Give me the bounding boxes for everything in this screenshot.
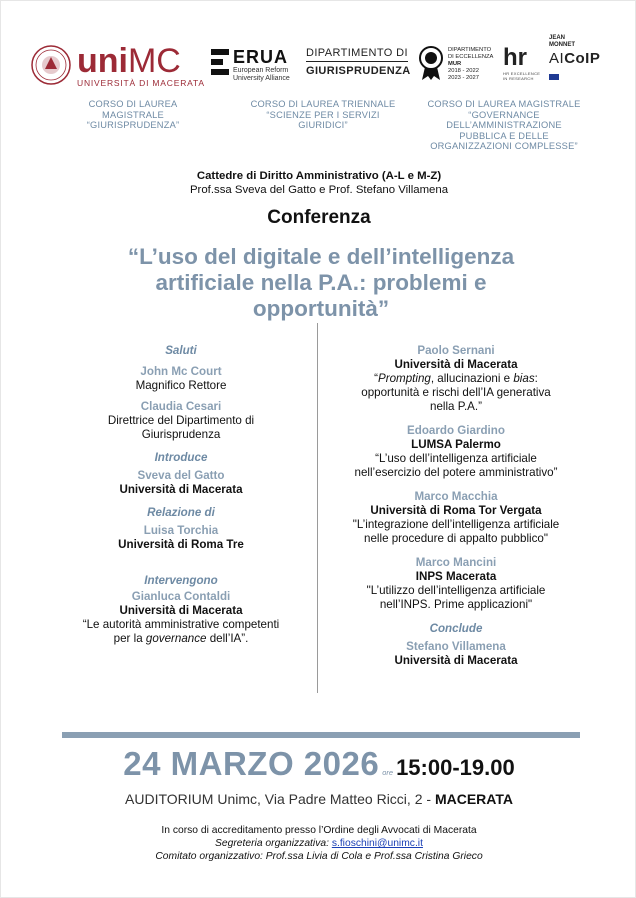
course-line: CORSO DI LAUREA MAGISTRALE — [427, 99, 581, 109]
talk-title: nelle procedure di appalto pubblico" — [364, 532, 548, 545]
conference-label: Conferenza — [267, 207, 371, 228]
eu-flag-icon — [549, 74, 559, 80]
excellence-logo — [418, 43, 498, 101]
section-conclude: Conclude — [429, 622, 483, 635]
event-date: 24 MARZO 2026 — [123, 745, 380, 782]
speaker-affiliation: Università di Roma Tre — [118, 538, 244, 551]
excellence-line: MUR — [448, 61, 462, 67]
speaker-name: Marco Mancini — [415, 556, 497, 569]
talk-title-part: governance — [145, 632, 207, 645]
chairs-block — [1, 169, 636, 197]
excellence-line: DIPARTIMENTO — [448, 47, 492, 53]
speaker-name: Claudia Cesari — [140, 400, 222, 413]
aicoip-a: AI — [549, 50, 565, 67]
course-line: MAGISTRALE — [102, 109, 164, 120]
unimc-logo-mc: MC — [127, 42, 181, 80]
hr-excellence-logo — [503, 45, 543, 103]
course-line: CORSO DI LAUREA TRIENNALE — [250, 99, 396, 109]
venue-city: MACERATA — [434, 791, 513, 807]
event-time: 15:00-19.00 — [396, 755, 515, 780]
talk-title-part: “ — [374, 372, 378, 385]
footer-info — [1, 824, 636, 863]
section-introduce: Introduce — [154, 451, 208, 464]
speaker-affiliation: Università di Macerata — [119, 604, 243, 617]
secretariat-line — [1, 837, 636, 850]
speaker-affiliation: INPS Macerata — [415, 570, 497, 583]
accreditation-note: In corso di accreditamento presso l’Ordine degli Avvocati di Macerata — [161, 825, 477, 836]
talk-title — [331, 372, 581, 386]
chairs-title: Cattedre di Diritto Amministrativo (A-L e M-Z) — [196, 170, 442, 182]
ribbon-badge-icon — [418, 45, 444, 81]
organizing-committee: Comitato organizzativo: Prof.ssa Livia di Cola e Prof.ssa Cristina Grieco — [155, 851, 483, 862]
talk-title-part: : — [534, 372, 538, 385]
event-date-time — [1, 745, 636, 783]
course-line: ORGANIZZAZIONI COMPLESSE” — [430, 141, 578, 151]
title-line: artificiale nella P.A.: problemi e — [155, 270, 487, 295]
talk-title — [61, 632, 301, 646]
unimc-logo-subtitle: UNIVERSITÀ DI MACERATA — [77, 78, 205, 88]
talk-title: nella P.A.” — [430, 400, 482, 413]
course-governance — [409, 99, 599, 152]
speaker-name: Luisa Torchia — [143, 524, 219, 537]
speaker-affiliation: Università di Macerata — [394, 654, 518, 667]
talk-title: nell’INPS. Prime applicazioni" — [379, 598, 533, 611]
speaker-name: Paolo Sernani — [417, 344, 495, 357]
date-separator-bar — [62, 732, 580, 738]
speaker-role: Giurisprudenza — [141, 428, 221, 441]
talk-title-part: Prompting — [378, 372, 431, 385]
talk-title: nell’esercizio del potere amministrativo” — [354, 466, 558, 479]
talk-title-part: , allucinazioni e — [430, 372, 514, 385]
speaker-name: Stefano Villamena — [406, 640, 506, 653]
excellence-line: DI ECCELLENZA — [448, 54, 494, 60]
speaker-affiliation: Università di Macerata — [394, 358, 518, 371]
event-venue — [1, 791, 636, 807]
dipartimento-logo — [306, 47, 416, 105]
erua-mark-icon — [211, 49, 229, 75]
event-ore-label: ore — [382, 768, 394, 777]
section-relazione: Relazione di — [147, 506, 215, 519]
unimc-logo — [77, 42, 227, 103]
speaker-name: Edoardo Giardino — [407, 424, 505, 437]
title-line: “L’uso del digitale e dell’intelligenza — [127, 244, 515, 269]
course-line: GIURIDICI” — [298, 120, 348, 130]
left-column — [61, 344, 301, 646]
excellence-text — [448, 47, 500, 82]
jean-monnet-logo — [549, 35, 615, 93]
unimc-logo-uni: uni — [77, 42, 128, 80]
conference-title — [61, 244, 581, 322]
section-saluti: Saluti — [165, 344, 197, 357]
course-line: PUBBLICA E DELLE — [459, 130, 549, 141]
talk-title: “L’uso dell’intelligenza artificiale — [375, 452, 537, 465]
erua-subtitle: European Reform University Alliance — [233, 67, 290, 82]
speaker-role: Magnifico Rettore — [135, 379, 227, 392]
speaker-name: Gianluca Contaldi — [131, 590, 231, 603]
right-column — [331, 344, 581, 668]
dipartimento-line1: DIPARTIMENTO DI — [306, 47, 408, 59]
chairs-professors: Prof.ssa Sveva del Gatto e Prof. Stefano Villamena — [189, 184, 449, 196]
excellence-line: 2018 - 2022 — [448, 68, 479, 74]
course-line: DELL’AMMINISTRAZIONE — [446, 120, 562, 130]
logos-row — [31, 35, 611, 93]
erua-logo — [211, 47, 301, 105]
speaker-role: Direttrice del Dipartimento di — [107, 414, 255, 427]
university-seal-icon — [31, 45, 71, 85]
section-intervengono: Intervengono — [144, 574, 218, 587]
course-line: CORSO DI LAUREA — [88, 99, 178, 109]
talk-title: opportunità e rischi dell’IA generativa — [361, 386, 551, 399]
talk-title-part: bias — [513, 372, 535, 385]
speaker-affiliation: LUMSA Palermo — [411, 438, 501, 451]
talk-title: "L’utilizzo dell’intelligenza artificiale — [366, 584, 546, 597]
column-divider — [317, 323, 318, 693]
course-giurisprudenza — [53, 99, 213, 131]
speaker-affiliation: Università di Roma Tor Vergata — [370, 504, 542, 517]
talk-title-part: dell’IA”. — [206, 632, 249, 645]
title-line: opportunità” — [252, 296, 390, 321]
aicoip-b: CoIP — [564, 50, 601, 67]
course-line: “SCIENZE PER I SERVIZI — [266, 109, 380, 120]
jm-top-line1: JEAN — [549, 35, 566, 41]
speaker-name: Marco Macchia — [414, 490, 498, 503]
speaker-affiliation: Università di Macerata — [119, 483, 243, 496]
secretariat-email-link[interactable]: s.fioschini@unimc.it — [331, 838, 423, 849]
course-scienze-servizi-giuridici — [233, 99, 413, 131]
talk-title: “Le autorità amministrative competenti — [82, 618, 280, 631]
venue-address: AUDITORIUM Unimc, Via Padre Matteo Ricci, 2 - — [125, 791, 435, 807]
aicoip-wordmark — [549, 51, 615, 67]
hr-mark: hr — [503, 44, 527, 71]
hr-subtitle: HR EXCELLENCE IN RESEARCH — [503, 71, 541, 81]
talk-title-part: per la — [113, 632, 146, 645]
speaker-name: John Mc Court — [140, 365, 222, 378]
speaker-name: Sveva del Gatto — [137, 469, 225, 482]
erua-title: ERUA — [233, 47, 289, 67]
jm-top-line2: MONNET — [549, 42, 575, 48]
course-line: “GIURISPRUDENZA” — [86, 120, 180, 130]
dipartimento-divider — [306, 61, 408, 62]
talk-title: "L’integrazione dell’intelligenza artificiale — [352, 518, 560, 531]
dipartimento-line2: GIURISPRUDENZA — [306, 65, 411, 77]
course-line: “GOVERNANCE — [468, 109, 540, 120]
secretariat-label: Segreteria organizzativa: — [215, 838, 332, 849]
excellence-line: 2023 - 2027 — [448, 75, 479, 81]
